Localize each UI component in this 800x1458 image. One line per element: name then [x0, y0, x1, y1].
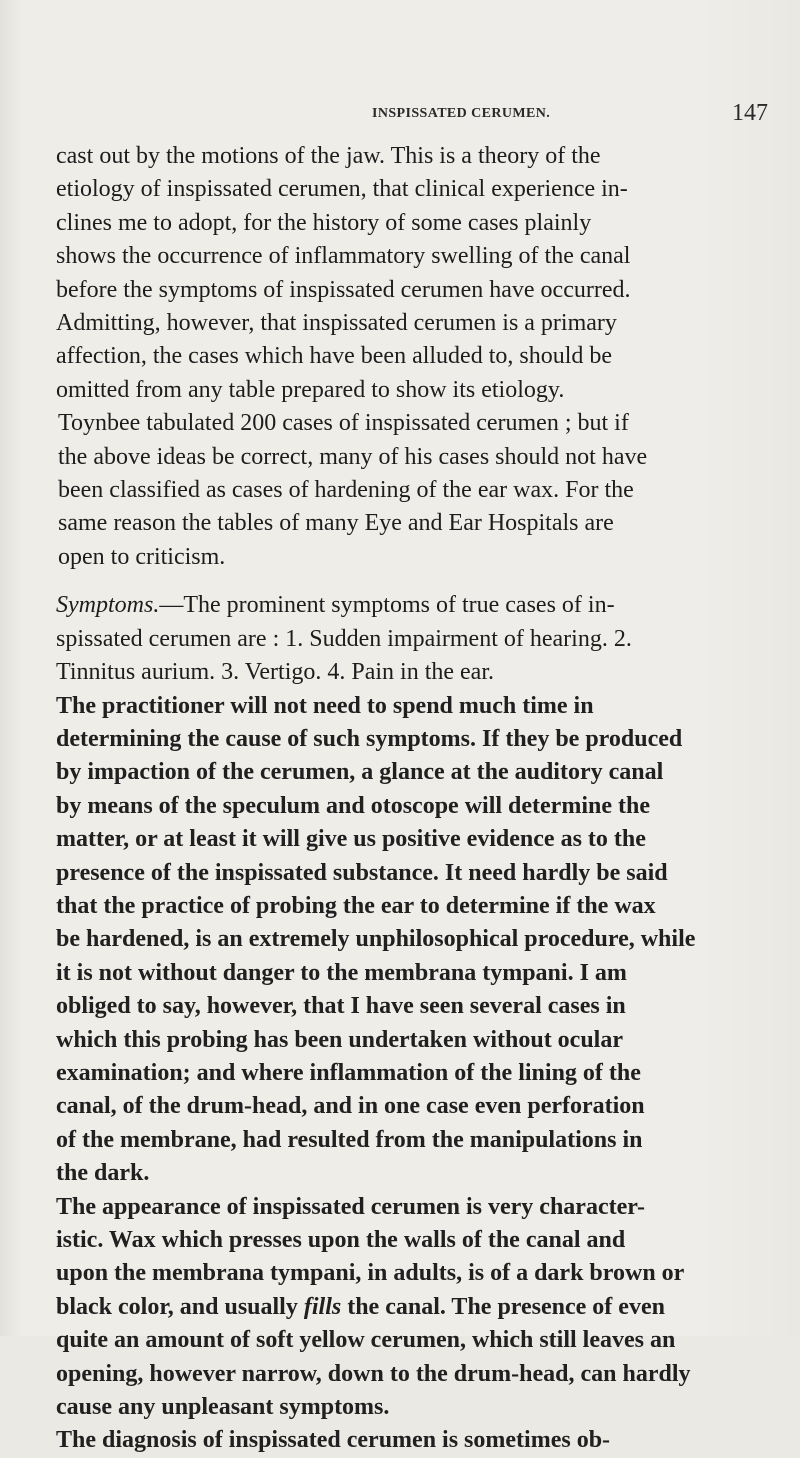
text-line: been classified as cases of hardening of the ear wax. For the [58, 477, 634, 504]
page-number: 147 [732, 100, 768, 126]
text-line: shows the occurrence of inflammatory swelling of the canal [56, 243, 631, 270]
paragraph-appearance [56, 1191, 768, 1425]
text-line: presence of the inspissated substance. It need hardly be said [56, 859, 668, 886]
text-line [56, 1291, 768, 1324]
text-line: that the practice of probing the ear to determine if the wax [56, 892, 656, 919]
text-line: of the membrane, had resulted from the manipulations in [56, 1126, 643, 1153]
italic-word: fills [303, 1293, 342, 1320]
text-line: affection, the cases which have been alluded to, should be [56, 343, 613, 370]
text-line: matter, or at least it will give us positive evidence as to the [56, 826, 646, 853]
text-line: it is not without danger to the membrana tympani. I am [56, 959, 627, 986]
text-line: open to criticism. [58, 543, 226, 570]
text-line: same reason the tables of many Eye and Ear Hospitals are [58, 510, 614, 537]
section-heading-symptoms: Symptoms. [56, 592, 160, 619]
paragraph-symptoms [56, 589, 768, 689]
text-line [56, 589, 768, 622]
running-head: INSPISSATED CERUMEN. [372, 106, 551, 121]
text-line: spissated cerumen are : 1. Sudden impairment of hearing. 2. [56, 625, 632, 652]
text-line: The practitioner will not need to spend much time in [56, 692, 594, 719]
text-fragment: —The prominent symptoms of true cases of in- [159, 592, 615, 619]
text-line: The appearance of inspissated cerumen is very character- [56, 1193, 646, 1220]
text-line: The diagnosis of inspissated cerumen is sometimes ob- [56, 1427, 611, 1454]
text-line: istic. Wax which presses upon the walls of the canal and [56, 1227, 626, 1253]
paragraph-diagnosis [56, 1424, 768, 1457]
text-line: by impaction of the cerumen, a glance at the auditory canal [56, 759, 664, 786]
text-line: opening, however narrow, down to the drum-head, can hardly [56, 1360, 691, 1387]
text-line: Admitting, however, that inspissated cerumen is a primary [56, 310, 617, 337]
text-line: before the symptoms of inspissated cerumen have occurred. [56, 276, 631, 303]
text-line: clines me to adopt, for the history of some cases plainly [56, 209, 592, 236]
text-line: which this probing has been undertaken without ocular [56, 1026, 623, 1053]
text-line: Tinnitus aurium. 3. Vertigo. 4. Pain in the ear. [56, 659, 494, 686]
paragraph-etiology [56, 140, 768, 407]
text-line: determining the cause of such symptoms. If they be produced [56, 725, 683, 752]
text-line: examination; and where inflammation of the lining of the [56, 1059, 641, 1086]
text-fragment: the canal. The presence of even [341, 1293, 665, 1320]
text-line: etiology of inspissated cerumen, that clinical experience in- [56, 176, 628, 203]
text-fragment: black color, and usually [56, 1293, 304, 1320]
text-line: cast out by the motions of the jaw. This is a theory of the [56, 143, 601, 169]
text-line: the dark. [56, 1160, 150, 1187]
page-header [56, 100, 768, 130]
paragraph-toynbee [56, 407, 768, 574]
text-line: canal, of the drum-head, and in one case even perforation [56, 1093, 645, 1120]
text-line: be hardened, is an extremely unphilosophical procedure, while [56, 926, 696, 953]
text-line: the above ideas be correct, many of his cases should not have [58, 443, 648, 470]
text-line: Toynbee tabulated 200 cases of inspissated cerumen ; but if [58, 410, 629, 437]
body-text [56, 140, 768, 1458]
text-line: by means of the speculum and otoscope will determine the [56, 792, 650, 819]
paragraph-practitioner [56, 690, 768, 1191]
text-line: cause any unpleasant symptoms. [56, 1394, 390, 1421]
text-line: omitted from any table prepared to show its etiology. [56, 376, 565, 403]
text-line: obliged to say, however, that I have seen several cases in [56, 993, 626, 1020]
text-line: upon the membrana tympani, in adults, is of a dark brown or [56, 1260, 685, 1287]
text-line: quite an amount of soft yellow cerumen, which still leaves an [56, 1327, 676, 1354]
